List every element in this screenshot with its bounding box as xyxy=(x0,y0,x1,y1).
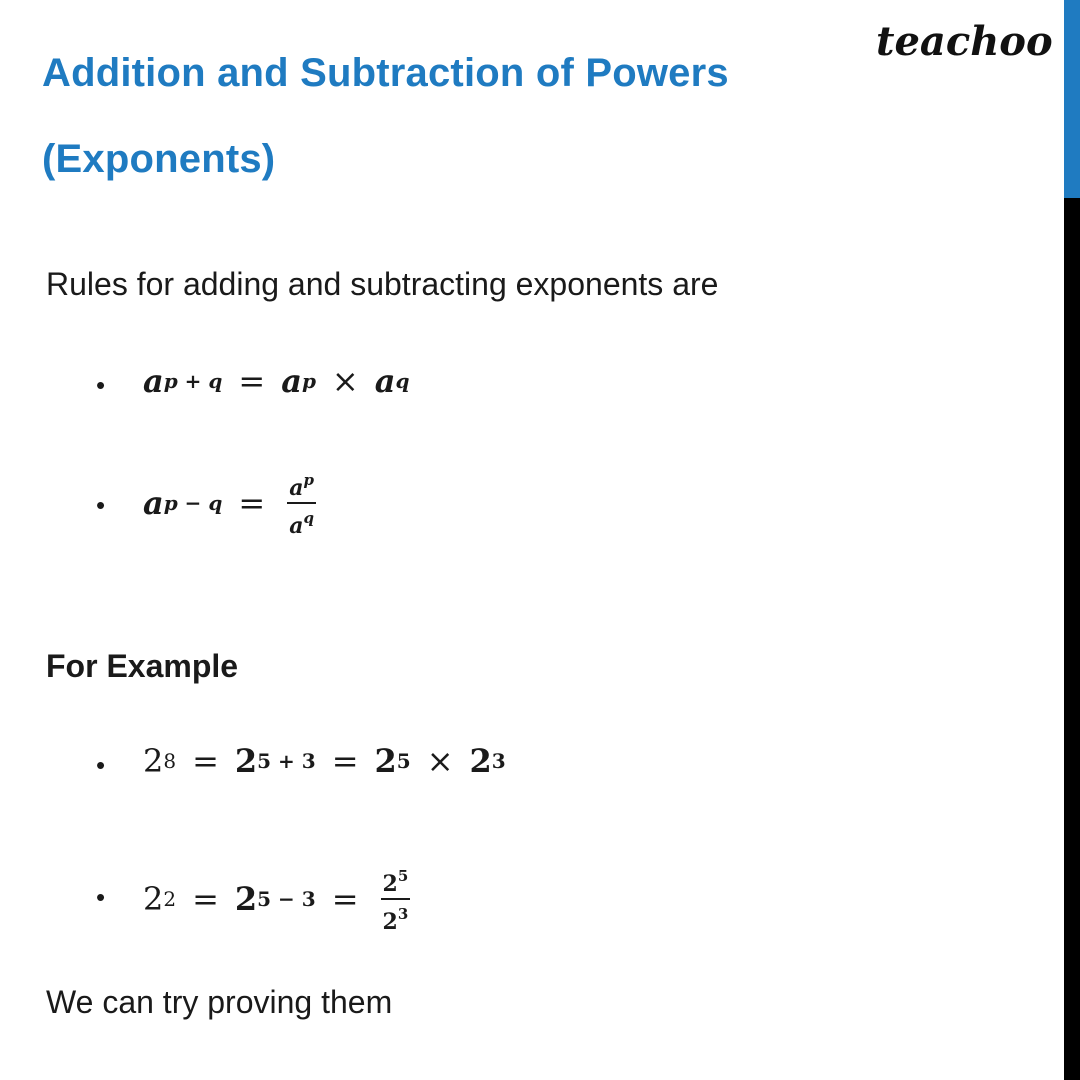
ex2-base: 2 xyxy=(143,879,164,918)
rule1-rbase2: a xyxy=(374,362,396,400)
fraction-denominator: $2^3$ xyxy=(382,904,409,935)
ex2-b2: 2 xyxy=(234,879,258,918)
teachoo-logo: teachoo xyxy=(876,18,1053,65)
rule1-rexp2: q xyxy=(395,369,410,393)
bullet: • xyxy=(96,370,106,400)
fraction-numerator: $a^p$ xyxy=(289,471,314,501)
example-heading: For Example xyxy=(46,648,239,684)
bullet: • xyxy=(96,750,106,780)
rule1-exp: p + q xyxy=(163,369,223,393)
ex1-base: 2 xyxy=(143,742,164,780)
times-sign: × xyxy=(331,362,359,400)
closing-text: We can try proving them xyxy=(46,984,393,1020)
bullet: • xyxy=(96,490,106,520)
ex1-b2: 2 xyxy=(234,742,258,780)
ex2-e2: 5 − 3 xyxy=(257,886,316,911)
rule-addition xyxy=(143,362,409,400)
ex1-exp: 8 xyxy=(163,749,177,773)
equals-sign: = xyxy=(192,879,219,918)
equals-sign: = xyxy=(192,742,219,780)
ex1-b3: 2 xyxy=(374,742,397,780)
ex1-e4: 3 xyxy=(491,749,506,773)
fraction xyxy=(287,466,316,540)
equals-sign: = xyxy=(238,483,266,522)
rule1-rexp1: p xyxy=(301,369,316,393)
ex1-e2: 5 + 3 xyxy=(257,749,316,773)
times-sign: × xyxy=(426,742,454,780)
example-addition xyxy=(143,742,506,780)
bullet: • xyxy=(96,882,106,912)
rule2-base: a xyxy=(143,483,164,522)
title-line-2: (Exponents) xyxy=(42,137,276,181)
intro-text: Rules for adding and subtracting exponents are xyxy=(46,266,719,302)
rule2-exp: p − q xyxy=(163,490,223,515)
rule1-base: a xyxy=(143,362,164,400)
fraction-numerator: $2^5$ xyxy=(382,867,409,897)
page-title xyxy=(42,30,729,202)
ex1-e3: 5 xyxy=(396,749,411,773)
ex1-b4: 2 xyxy=(469,742,492,780)
rule1-rbase1: a xyxy=(281,362,302,400)
example-subtraction xyxy=(143,862,410,936)
equals-sign: = xyxy=(331,879,359,918)
equals-sign: = xyxy=(331,742,359,780)
title-line-1: Addition and Subtraction of Powers xyxy=(42,51,729,95)
rule-subtraction xyxy=(143,466,316,540)
ex2-exp: 2 xyxy=(163,886,177,911)
equals-sign: = xyxy=(238,362,266,400)
accent-bar-blue xyxy=(1064,0,1080,198)
accent-bar-black xyxy=(1064,198,1080,1080)
fraction xyxy=(381,862,411,936)
fraction-denominator: $a^q$ xyxy=(289,508,314,539)
